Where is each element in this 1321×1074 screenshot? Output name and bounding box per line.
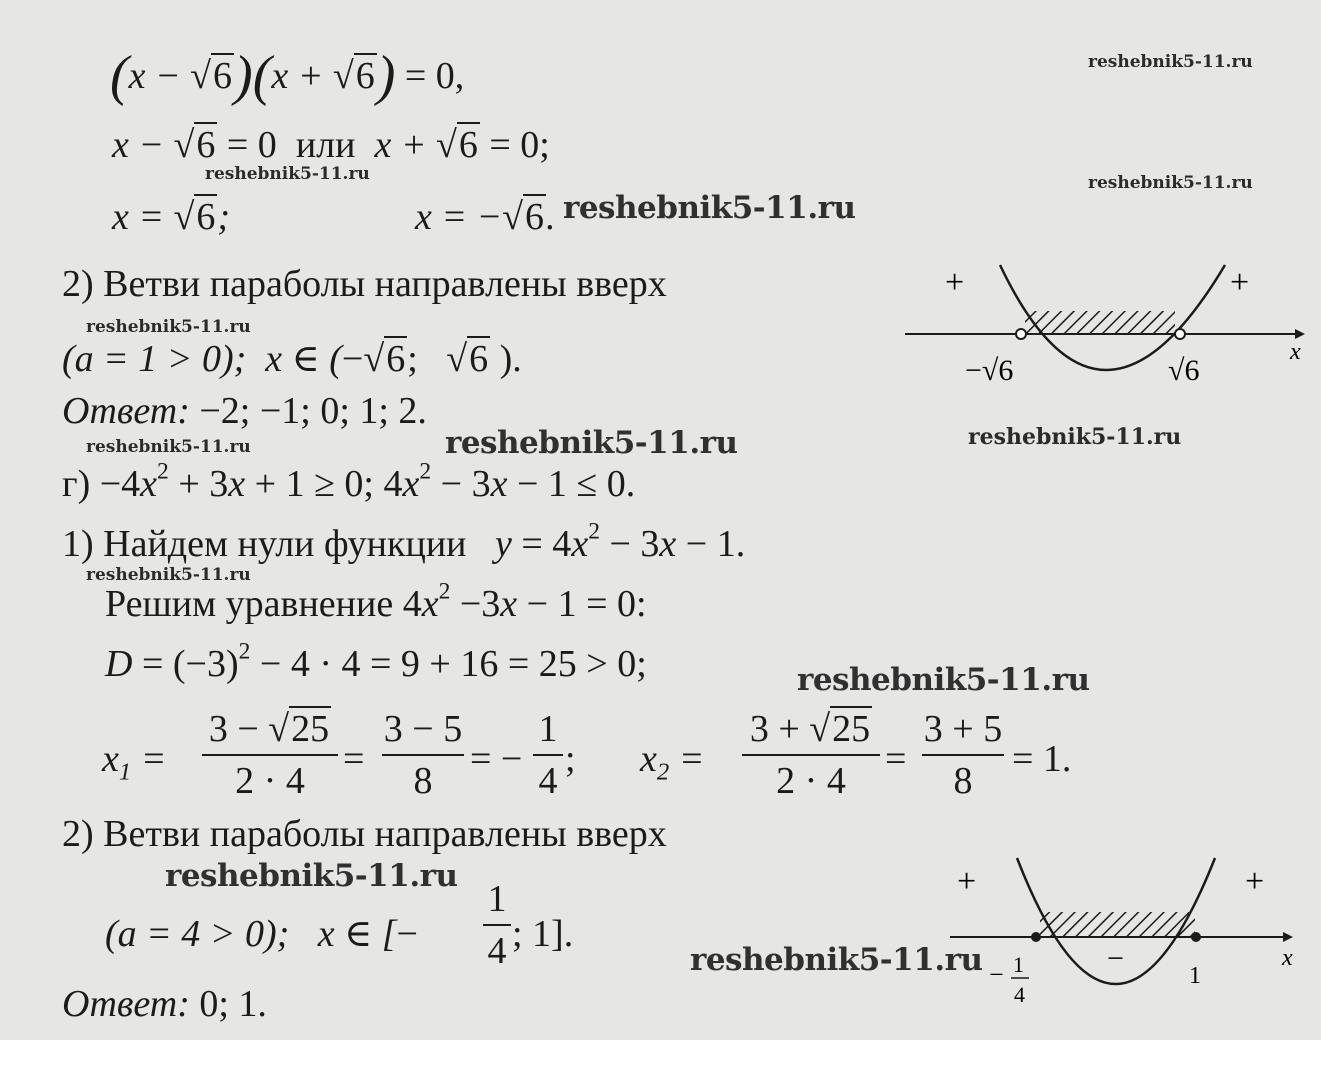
equals-sign-2: = [885, 738, 907, 780]
watermark-large: reshebnik5-11.ru [797, 662, 1090, 698]
root-negative: x = −√6. [415, 196, 556, 238]
watermark-small: reshebnik5-11.ru [205, 164, 370, 184]
step-2b-text: 2) Ветви параболы направлены вверх [62, 813, 667, 855]
watermark-small: reshebnik5-11.ru [86, 317, 251, 337]
interval-end: ; 1]. [512, 913, 574, 955]
interval-line-2: (a = 4 > 0); x ∈ [− [105, 913, 418, 955]
answer-1: Ответ: −2; −1; 0; 1; 2. [62, 390, 427, 432]
answer-2: Ответ: 0; 1. [62, 983, 267, 1025]
plus-left: + [945, 264, 965, 301]
root-point-right [1191, 932, 1201, 942]
plus-right: + [1230, 264, 1250, 301]
watermark-large: reshebnik5-11.ru [563, 190, 856, 226]
watermark-large: reshebnik5-11.ru [690, 942, 983, 978]
root-label-left: −√6 [965, 354, 1014, 387]
x1-label: $x_1$ = [102, 738, 167, 786]
step-1-text: 1) Найдем нули функции $y = 4x^2 - 3x - 1$. [62, 518, 746, 565]
plus-left: + [957, 863, 977, 900]
equation-factored: (x − √6)(x + √6) = 0, [110, 45, 465, 107]
root-point-left [1016, 329, 1026, 339]
axis-arrow [1283, 932, 1293, 942]
watermark-small: reshebnik5-11.ru [86, 437, 251, 457]
page-bottom-margin [0, 1040, 1321, 1074]
roots-line: x = √6; [112, 196, 231, 238]
x2-result: = 1. [1012, 738, 1072, 780]
root-label-left-minus: − [989, 960, 1004, 989]
equals-minus: = − [470, 738, 523, 780]
equals-sign: = [343, 738, 365, 780]
watermark-medium: reshebnik5-11.ru [968, 424, 1182, 450]
axis-label-x: x [1290, 339, 1301, 365]
watermark-large: reshebnik5-11.ru [445, 425, 738, 461]
root-point-right [1175, 329, 1185, 339]
semicolon: ; [565, 738, 576, 780]
interval-fraction: 1 4 [483, 880, 511, 970]
plus-right: + [1245, 863, 1265, 900]
root-point-left [1031, 932, 1041, 942]
hatched-interval [1025, 311, 1175, 333]
minus-label: − [1107, 942, 1124, 975]
axis-arrow [1295, 329, 1305, 339]
root-label-right: 1 [1189, 963, 1201, 989]
discriminant: $D = (-3)^2 - 4 \cdot 4 = 9 + 16 = 25 > 0$; [105, 638, 647, 685]
root-label-left-num: 1 [1013, 952, 1024, 977]
axis-label-x: x [1282, 945, 1293, 971]
x2-fraction-1: 3 + √25 2 · 4 [742, 710, 880, 800]
root-label-right: √6 [1168, 354, 1200, 387]
hatched-interval [1040, 912, 1195, 936]
x2-label: $x_2$ = [640, 738, 705, 786]
root-label-left-den: 4 [1014, 982, 1025, 1007]
solve-equation: Решим уравнение $4x^2 -3x - 1 = 0$: [105, 578, 647, 625]
interval-line: (a = 1 > 0); x ∈ (−√6; √6 ). [62, 338, 522, 380]
parabola-graph-2 [945, 850, 1310, 1020]
equation-split: x − √6 = 0 или x + √6 = 0; [112, 124, 550, 166]
watermark-small: reshebnik5-11.ru [86, 565, 251, 585]
watermark-small: reshebnik5-11.ru [1088, 173, 1253, 193]
watermark-small: reshebnik5-11.ru [1088, 52, 1253, 72]
parabola-graph-1 [900, 255, 1310, 395]
x1-result: 1 4 [533, 710, 563, 800]
part-g-inequality: $г) -4x^2 + 3x + 1 \ge 0$; $4x^2 - 3x - 1 \le 0$. [62, 458, 636, 505]
step-2-text: 2) Ветви параболы направлены вверх [62, 263, 667, 305]
x1-fraction-2: 3 − 5 8 [383, 708, 463, 802]
watermark-large: reshebnik5-11.ru [165, 858, 458, 894]
x2-fraction-2: 3 + 5 8 [923, 708, 1003, 802]
x1-fraction-1: 3 − √25 2 · 4 [202, 710, 338, 800]
